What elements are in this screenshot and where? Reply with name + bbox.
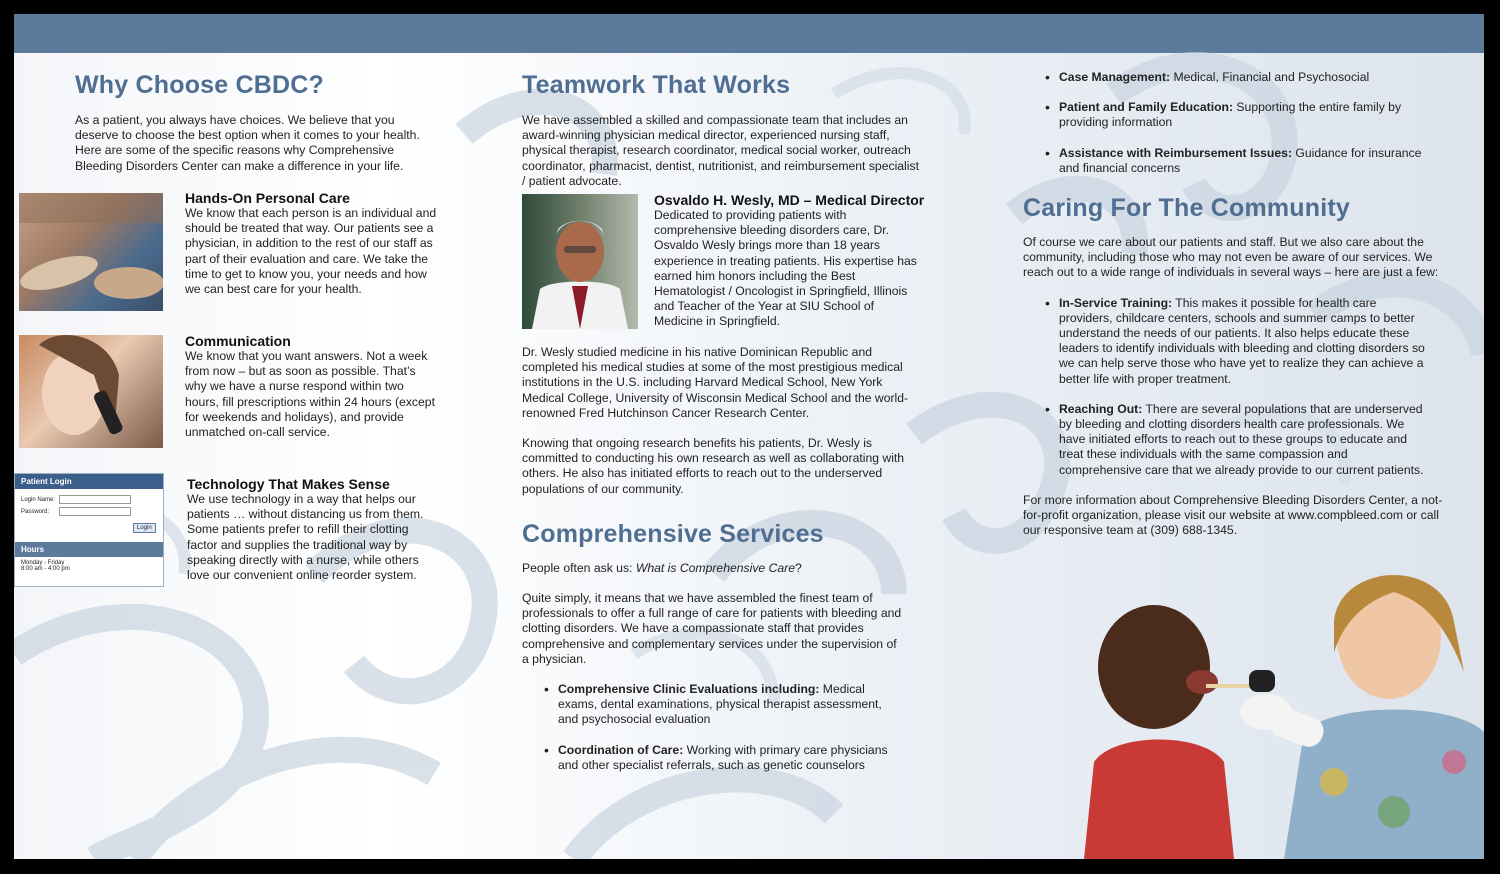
hours-title: Hours bbox=[15, 542, 163, 557]
services-question: People often ask us: What is Comprehensive Care? bbox=[522, 560, 802, 575]
left-column bbox=[75, 70, 435, 174]
list-item: • In-Service Training: This makes it possible for health care providers, childcare centers, schools and summer camps to better understand the needs of our patients. It also helps educate these leaders to identify individuals with bleeding and clotting disorders so we can help serve those who have yet to realize they can achieve a better life with proper treatment. bbox=[1041, 296, 1431, 387]
hours-days: Monday - Friday bbox=[21, 560, 65, 566]
hands-on-care-photo bbox=[19, 193, 163, 311]
middle-column bbox=[522, 70, 922, 189]
technology-heading: Technology That Makes Sense bbox=[187, 476, 390, 492]
communication-heading: Communication bbox=[185, 333, 291, 349]
community-intro: Of course we care about our patients and staff. But we also care about the community, including those who may not even be aware of our services. We reach out to a wide range of individuals in several ways – here are just a few: bbox=[1023, 235, 1439, 280]
password-label: Password: bbox=[21, 508, 50, 515]
medical-director-body: Dedicated to providing patients with comprehensive bleeding disorders care, Dr. Osvaldo Wesly brings more than 18 years experience in treating patients. His expertise has earned him honors including the Best Hematologist / Oncologist in Springfield, Illinois and Teacher of the Year at SIU School of Medicine in Springfield. bbox=[654, 208, 917, 329]
medical-director-item bbox=[654, 192, 926, 330]
services-body: Quite simply, it means that we have assembled the finest team of professionals to offer a full range of care for patients with bleeding and clotting disorders. We have a compassionate staff that provides comprehensive and complementary services under the supervision of a physician. bbox=[522, 591, 902, 666]
communication-photo bbox=[19, 335, 163, 448]
hands-on-care-item bbox=[185, 190, 440, 297]
caring-community-heading: Caring For The Community bbox=[1023, 194, 1351, 223]
why-choose-heading: Why Choose CBDC? bbox=[75, 71, 325, 99]
community-list bbox=[1041, 296, 1431, 478]
services-list bbox=[540, 682, 900, 773]
hands-on-care-body: We know that each person is an individual and should be treated that way. Our patients see a physician, in addition to the rest of our staff as part of their evaluation and care. We take the time to get to know you, your needs and how we can best care for your health. bbox=[185, 206, 437, 297]
nurse-child-photo bbox=[1034, 562, 1484, 859]
list-item: • Comprehensive Clinic Evaluations including: Medical exams, dental examinations, physical therapist assessment, and psychosocial evaluation bbox=[540, 682, 900, 728]
password-input[interactable] bbox=[59, 507, 131, 516]
why-choose-intro: As a patient, you always have choices. We believe that you deserve to choose the best option when it comes to your health. Here are some of the specific reasons why Comprehensive Bleeding Disorders Center can make a difference in your life. bbox=[75, 113, 420, 173]
contact-paragraph: For more information about Comprehensive Bleeding Disorders Center, a not-for-profit organization, please visit our website at www.compbleed.com or call our responsive team at (309) 688-1345. bbox=[1023, 492, 1443, 538]
patient-login-screenshot bbox=[14, 473, 164, 587]
medical-director-photo bbox=[522, 194, 638, 329]
patient-login-title: Patient Login bbox=[15, 474, 163, 489]
comprehensive-services-heading: Comprehensive Services bbox=[522, 519, 824, 548]
hands-on-care-heading: Hands-On Personal Care bbox=[185, 190, 350, 206]
login-button[interactable]: Login bbox=[133, 523, 156, 533]
wesly-research-paragraph: Knowing that ongoing research benefits his patients, Dr. Wesly is committed to conducting his own research as well as collaborating with others. He also has initiated efforts to reach out to the underserved populations of our community. bbox=[522, 436, 905, 496]
communication-body: We know that you want answers. Not a week from now – but as soon as possible. That’s why we have a nurse respond within two hours, fill prescriptions within 24 hours (except for weekends and holidays), and provide unmatched on-call service. bbox=[185, 349, 435, 440]
brochure-page bbox=[14, 14, 1484, 859]
medical-director-heading: Osvaldo H. Wesly, MD – Medical Director bbox=[654, 192, 925, 208]
list-item: • Reaching Out: There are several populations that are underserved by bleeding and clotting disorders health care professionals. We have initiated efforts to reach out to these groups to educate and treat these individuals with the same compassion and comprehensive care that we already provide to our current patients. bbox=[1041, 402, 1431, 478]
wesly-education-paragraph: Dr. Wesly studied medicine in his native Dominican Republic and completed his medical studies at some of the most prestigious medical institutions in the U.S. including Harvard Medical School, New York Medical College, University of Wisconsin Medical School and the world-renowned Fred Hutchinson Cancer Research Center. bbox=[522, 345, 909, 420]
hours-time: 8:00 am - 4:00 pm bbox=[21, 566, 70, 572]
list-item: • Patient and Family Education: Supporting the entire family by providing information bbox=[1041, 100, 1431, 130]
communication-item bbox=[185, 333, 440, 440]
services-list-continued bbox=[1041, 70, 1431, 176]
middle-body bbox=[522, 345, 922, 773]
technology-item bbox=[187, 476, 442, 583]
login-name-label: Login Name: bbox=[21, 496, 56, 503]
teamwork-heading: Teamwork That Works bbox=[522, 71, 791, 99]
right-column bbox=[1023, 70, 1443, 538]
list-item: • Case Management: Medical, Financial and Psychosocial bbox=[1041, 70, 1431, 85]
technology-body: We use technology in a way that helps our patients … without distancing us from them. Some patients prefer to refill their clotting factor and supplies the traditional way by speaking directly with a nurse, while others love our convenient online reorder system. bbox=[187, 492, 424, 583]
teamwork-intro: We have assembled a skilled and compassionate team that includes an award-winning physician medical director, experienced nursing staff, physical therapist, research coordinator, medical social worker, outreach coordinator, pharmacist, dentist, nutritionist, and reimbursement specialist / patient advocate. bbox=[522, 113, 919, 188]
login-name-input[interactable] bbox=[59, 495, 131, 504]
list-item: • Assistance with Reimbursement Issues: Guidance for insurance and financial concerns bbox=[1041, 146, 1431, 176]
list-item: • Coordination of Care: Working with primary care physicians and other specialist referrals, such as genetic counselors bbox=[540, 743, 900, 773]
